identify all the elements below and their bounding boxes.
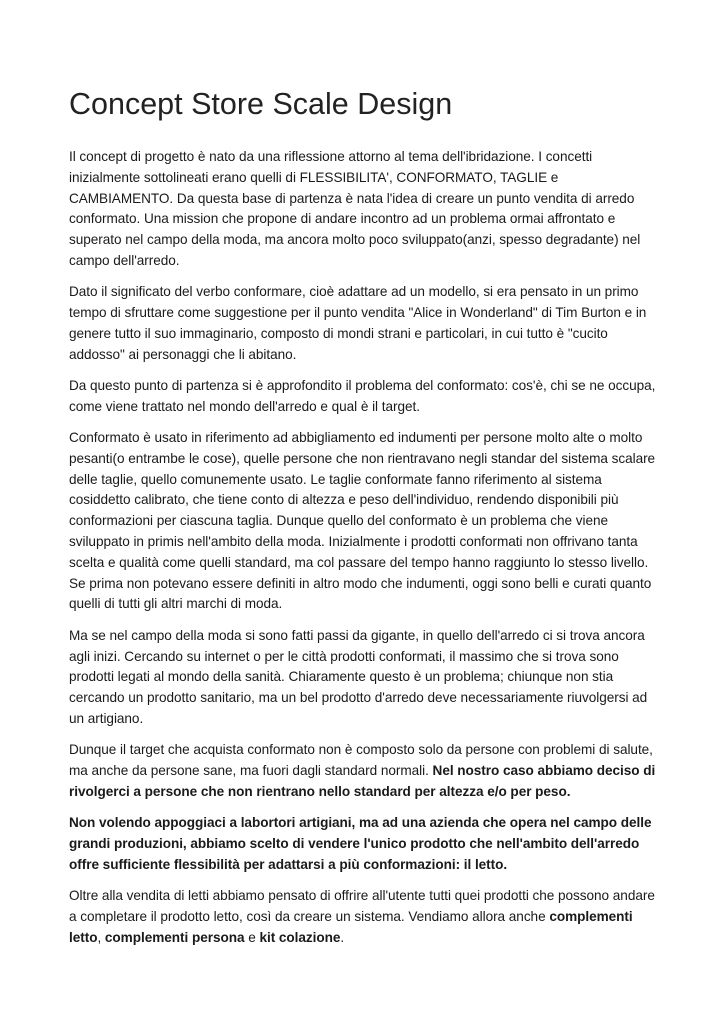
paragraph-text: Ma se nel campo della moda si sono fatti passi da gigante, in quello dell'arredo ci si trova ancora agli inizi. Cercando su internet o per le città prodotti conformati, il massimo che si trova sono prodotti legati al mondo della sanità. Chiaramente questo è un problema; chiunque non stia cercando un prodotto sanitario, ma un bel prodotto d'arredo deve necessariamente riuvolgersi ad un artigiano. xyxy=(69,627,648,726)
paragraph-text: , xyxy=(97,929,105,945)
paragraph-text: Oltre alla vendita di letti abbiamo pensato di offrire all'utente tutti quei prodotti che possono andare a completare il prodotto letto, così da creare un sistema. Vendiamo allora anche xyxy=(69,888,655,924)
paragraph-text: Il concept di progetto è nato da una riflessione attorno al tema dell'ibridazione. I concetti inizialmente sottolineati erano quelli di FLESSIBILITA', CONFORMATO, TAGLIE e CAMBIAMENTO. Da questa base di partenza è nata l'idea di creare un punto vendita di arredo conformato. Una mission che propone di andare incontro ad un problema ormai affrontato e superato nel campo della moda, ma ancora molto poco sviluppato(anzi, spesso degradante) nel campo dell'arredo. xyxy=(69,149,641,268)
paragraph-bold-text: complementi letto xyxy=(69,908,633,945)
paragraph-conformato-definition xyxy=(69,428,661,615)
paragraph-bold-text: complementi persona xyxy=(104,929,245,945)
paragraph-text: Dato il significato del verbo conformare, cioè adattare ad un modello, si era pensato in un primo tempo di sfruttare come suggestione per il punto vendita "Alice in Wonderland" di Tim Burton e in genere tutto il suo immaginario, composto di mondi strani e particolari, in cui tutto è "cucito addosso" ai personaggi che li abitano. xyxy=(69,284,647,362)
paragraph-letto xyxy=(69,813,661,875)
document-title: Concept Store Scale Design xyxy=(69,87,453,121)
paragraph-bold-text: Non volendo appoggiaci a labortori artigiani, ma ad una azienda che opera nel campo delle grandi produzioni, abbiamo scelto di vendere l'unico prodotto che nell'ambito dell'arredo offre sufficiente flessibilità per adattarsi a più conformazioni: il letto. xyxy=(69,815,652,872)
paragraph-text: e xyxy=(244,929,260,945)
paragraph-bold-text: kit colazione xyxy=(259,929,341,945)
paragraph-conformato-question xyxy=(69,376,661,418)
paragraph-text: . xyxy=(340,929,345,945)
paragraph-bold-text: Nel nostro caso abbiamo deciso di rivolgerci a persone che non rientrano nello standard per altezza e/o per peso. xyxy=(69,763,656,799)
paragraph-arredo xyxy=(69,626,661,730)
paragraph-text: Dunque il target che acquista conformato non è composto solo da persone con problemi di salute, ma anche da persone sane, ma fuori dagli standard normali. xyxy=(69,742,653,779)
paragraph-target xyxy=(69,740,661,802)
paragraph-intro xyxy=(69,147,661,272)
paragraph-text: Da questo punto di partenza si è approfondito il problema del conformato: cos'è, chi se ne occupa, come viene trattato nel mondo dell'arredo e qual è il target. xyxy=(69,377,656,414)
paragraph-complementi xyxy=(69,886,661,948)
paragraph-alice xyxy=(69,282,661,365)
document-page xyxy=(69,84,661,959)
paragraph-text: Conformato è usato in riferimento ad abbigliamento ed indumenti per persone molto alte o molto pesanti(o entrambe le cose), quelle persone che non rientravano negli standar del sistema scalare delle taglie, quello comunemente usato. Le taglie conformate fanno riferimento al sistema cosiddetto calibrato, che tiene conto di altezza e peso dell'individuo, rendendo disponibili più conformazioni per ciascuna taglia. Dunque quello del conformato è un problema che viene sviluppato in primis nell'ambito della moda. Inizialmente i prodotti conformati non offrivano tanta scelta e qualità come quelli standard, ma col passare del tempo hanno raggiunto lo stesso livello. Se prima non potevano essere definiti in altro modo che indumenti, oggi sono belli e curati quanto quelli di tutti gli altri marchi di moda. xyxy=(69,430,656,612)
